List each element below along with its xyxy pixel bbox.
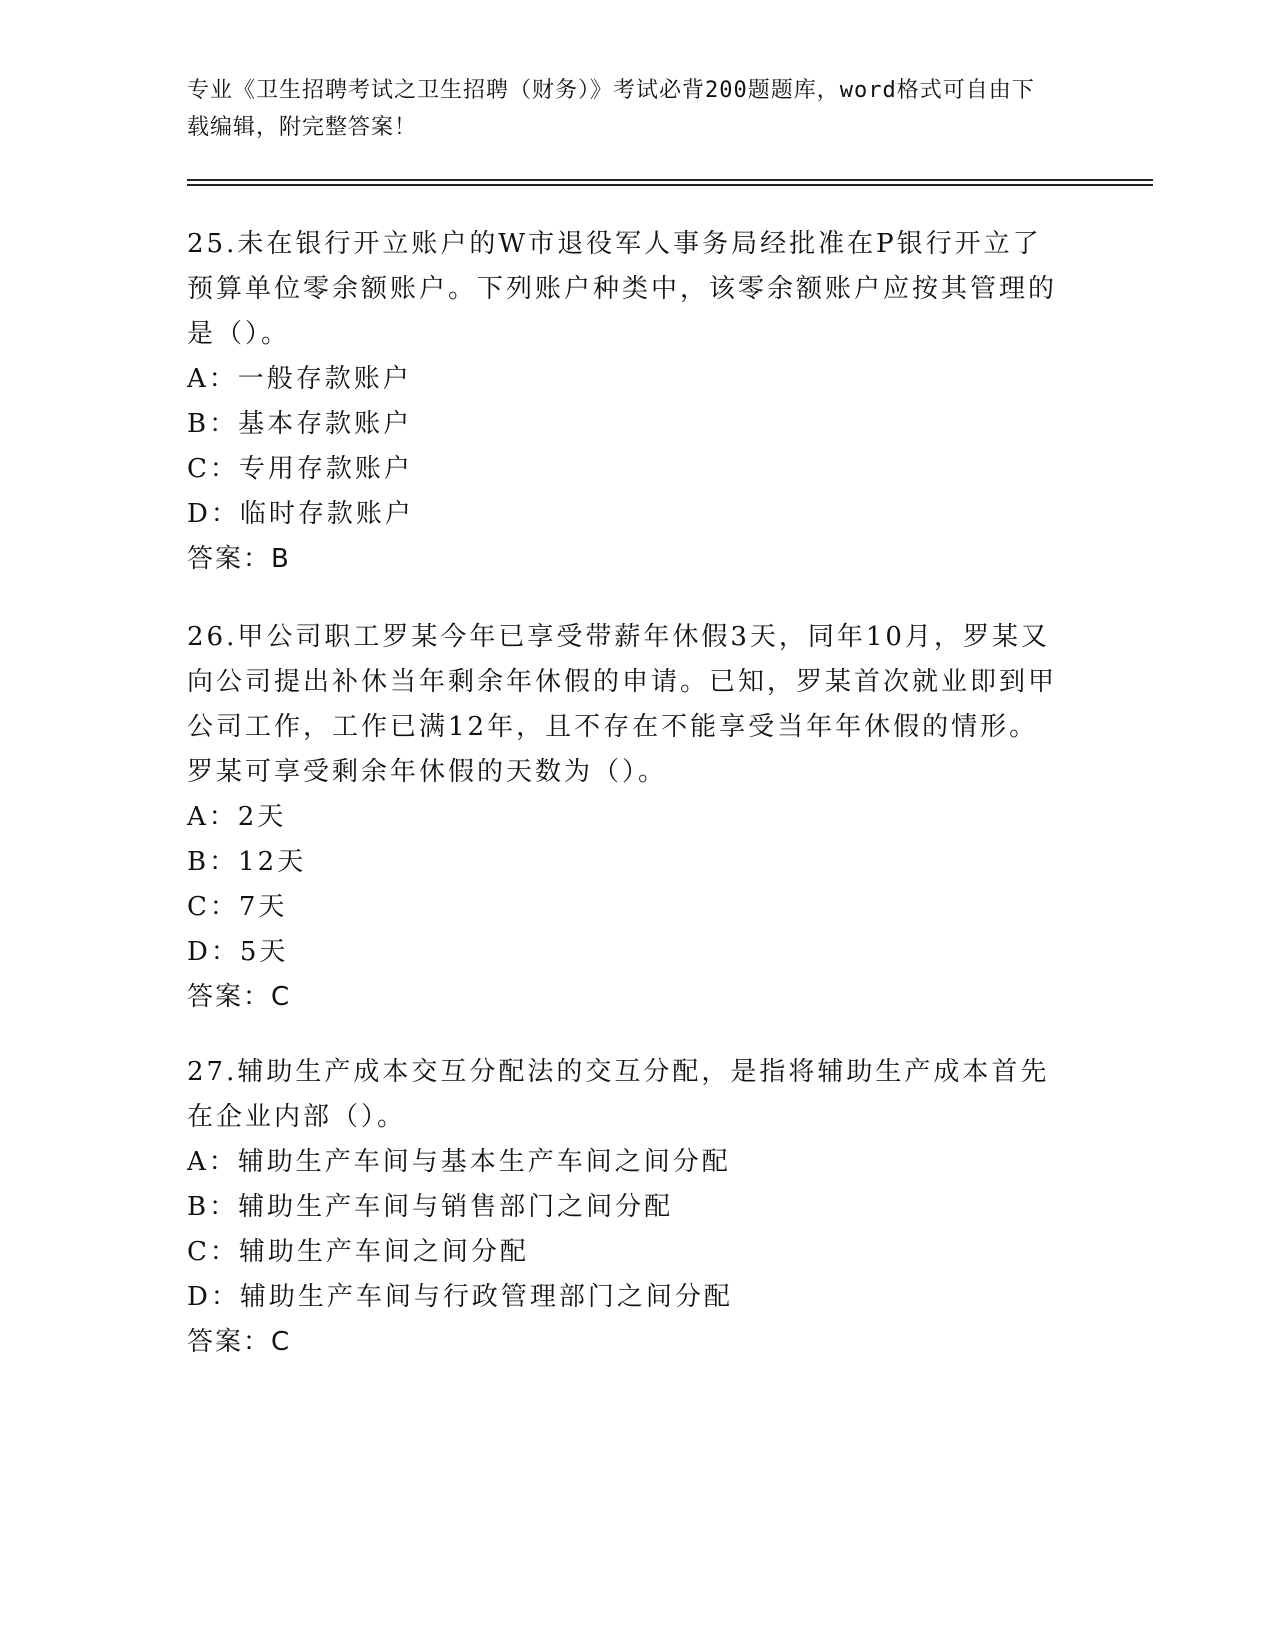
document-header bbox=[187, 72, 1057, 146]
option-b: B：基本存款账户 bbox=[187, 409, 413, 439]
option-c: C：专用存款账户 bbox=[187, 454, 413, 484]
option-d: D：辅助生产车间与行政管理部门之间分配 bbox=[187, 1282, 733, 1312]
question-25 bbox=[187, 222, 1067, 582]
header-divider-top bbox=[187, 179, 1153, 181]
option-c: C：7天 bbox=[187, 892, 288, 922]
question-26 bbox=[187, 615, 1067, 1020]
question-27 bbox=[187, 1050, 1067, 1365]
option-d: D：5天 bbox=[187, 937, 289, 967]
question-stem: 25.未在银行开立账户的W市退役军人事务局经批准在P银行开立了预算单位零余额账户。下列账户种类中，该零余额账户应按其管理的是（）。 bbox=[187, 229, 1058, 349]
option-a: A：一般存款账户 bbox=[187, 364, 412, 394]
answer: 答案：C bbox=[187, 1327, 292, 1357]
option-b: B：辅助生产车间与销售部门之间分配 bbox=[187, 1192, 674, 1222]
option-a: A：2天 bbox=[187, 802, 287, 832]
header-text: 专业《卫生招聘考试之卫生招聘（财务）》考试必背200题题库，word格式可自由下载编辑，附完整答案！ bbox=[187, 78, 1035, 140]
option-a: A：辅助生产车间与基本生产车间之间分配 bbox=[187, 1147, 731, 1177]
header-divider-bottom bbox=[187, 184, 1153, 186]
answer: 答案：C bbox=[187, 982, 292, 1012]
option-c: C：辅助生产车间之间分配 bbox=[187, 1237, 529, 1267]
answer: 答案：B bbox=[187, 544, 291, 574]
option-d: D：临时存款账户 bbox=[187, 499, 414, 529]
question-stem: 26.甲公司职工罗某今年已享受带薪年休假3天，同年10月，罗某又向公司提出补休当年剩余年休假的申请。已知，罗某首次就业即到甲公司工作，工作已满12年，且不存在不能享受当年年休假的情形。罗某可享受剩余年休假的天数为（）。 bbox=[187, 622, 1058, 787]
option-b: B：12天 bbox=[187, 847, 307, 877]
question-stem: 27.辅助生产成本交互分配法的交互分配，是指将辅助生产成本首先在企业内部（）。 bbox=[187, 1057, 1050, 1132]
